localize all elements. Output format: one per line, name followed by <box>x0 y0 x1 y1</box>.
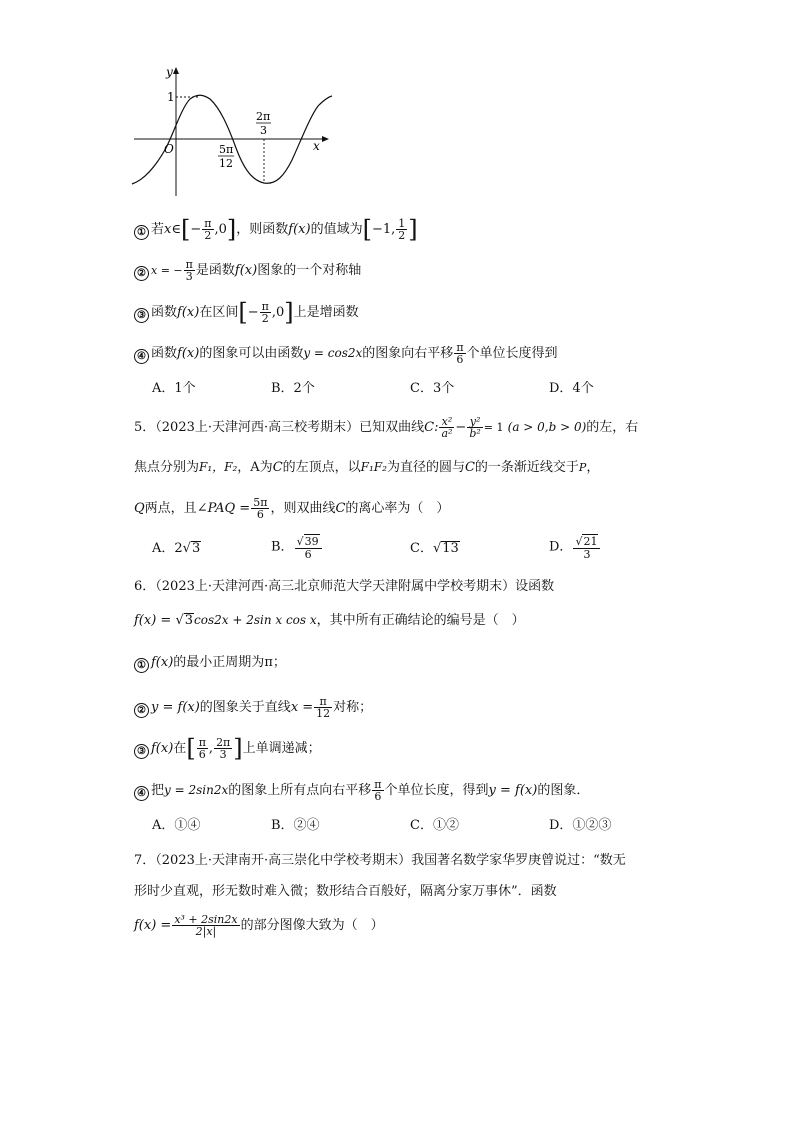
text: 把 <box>151 783 165 798</box>
fraction <box>372 779 383 802</box>
frac-num: x³ + 2sin2x <box>174 913 238 926</box>
tick-5pi-den: 12 <box>219 157 233 170</box>
q6-item2 <box>134 696 372 719</box>
bracket: [ <box>180 215 191 244</box>
math: f(x) <box>151 655 174 670</box>
text: 的一条渐近线交于 <box>474 460 579 475</box>
q4-item3 <box>134 298 359 327</box>
option-label: B． <box>271 539 294 555</box>
bracket: [ <box>238 298 248 327</box>
q4-option-d: D．4个 <box>549 381 594 396</box>
bracket: ] <box>284 298 294 327</box>
math: y = f(x) <box>151 700 200 715</box>
frac-num: 2π <box>216 736 231 749</box>
circle-num-2: ② <box>134 266 149 281</box>
text: 的值域为 <box>310 222 363 237</box>
circle-num-2: ② <box>134 703 149 718</box>
sine-curve <box>132 95 332 184</box>
x-axis-arrow <box>322 136 329 142</box>
math: − <box>455 420 467 435</box>
fraction <box>314 696 332 719</box>
y-one-label: 1 <box>167 90 175 104</box>
tick-2pi-num: 2π <box>256 110 271 123</box>
math: x = − <box>151 264 183 277</box>
option-label: D． <box>549 539 573 555</box>
q4-item4 <box>134 342 558 365</box>
math: y = cos2x <box>303 346 363 360</box>
q4-option-b: B．2个 <box>271 381 315 396</box>
text: 5．（2023上·天津河西·高三校考期末）已知双曲线 <box>134 420 425 435</box>
circle-num-1: ① <box>134 225 149 240</box>
fraction <box>454 342 465 365</box>
tick-5pi-num: 5π <box>219 143 234 156</box>
circle-num-4: ④ <box>134 786 149 801</box>
q4-item1 <box>134 215 418 244</box>
frac-num: π <box>204 217 212 230</box>
fraction <box>439 416 454 439</box>
frac-num: y² <box>467 416 482 428</box>
text: 的左，右 <box>586 420 639 435</box>
tick-2pi-den: 3 <box>260 124 267 137</box>
text: 的图象向右平移 <box>362 346 454 361</box>
bracket: ] <box>226 215 237 244</box>
frac-num: π <box>314 696 332 708</box>
fraction: $\frac{√21}{3}$ <box>573 534 600 560</box>
math: f(x) <box>234 263 258 278</box>
q6-item1 <box>134 654 286 673</box>
frac-den: 2|x| <box>195 925 217 938</box>
text: 对称； <box>333 700 373 715</box>
text: 图象的一个对称轴 <box>257 263 362 278</box>
math: −1, <box>371 222 396 237</box>
y-axis-arrow <box>173 67 179 74</box>
frac-den: 2 <box>398 229 406 242</box>
frac-den: 2 <box>204 229 212 242</box>
q6-option-b: B．②④ <box>271 818 320 833</box>
frac-num: 5π <box>253 496 268 509</box>
math: C <box>464 460 475 475</box>
q6-option-d: D．①②③ <box>549 818 612 833</box>
frac-num: π <box>198 736 206 749</box>
circle-num-4: ④ <box>134 349 149 364</box>
frac-den: 2 <box>261 312 269 325</box>
math: x = <box>290 700 314 715</box>
math: C: <box>424 420 439 435</box>
q6-line1: 6．（2023上·天津河西·高三北京师范大学天津附属中学校考期末）设函数 <box>134 579 555 594</box>
frac-num: x² <box>439 416 454 428</box>
text: 是函数 <box>195 263 235 278</box>
math: F₁F₂ <box>360 460 387 474</box>
circle-num-3: ③ <box>134 744 149 759</box>
q5-line3 <box>134 497 449 520</box>
text: 在区间 <box>199 305 239 320</box>
text: 的图象上所有点向右平移 <box>228 783 372 798</box>
math: π <box>264 655 273 670</box>
text: 在 <box>173 741 187 756</box>
bracket: ] <box>233 734 243 763</box>
q4-item2 <box>134 259 361 282</box>
text: 个单位长度，得到 <box>384 783 489 798</box>
fraction <box>260 301 271 324</box>
text: 的部分图像大致为（ ） <box>240 918 384 933</box>
axis-x-label: x <box>313 139 320 153</box>
q5-option-c: C．√13 <box>410 541 459 556</box>
text: 的图象关于直线 <box>199 700 291 715</box>
math: ∠PAQ = <box>196 501 251 516</box>
bracket: [ <box>186 734 196 763</box>
q6-option-c: C．①② <box>410 818 459 833</box>
q5-option-a: A．2√3 <box>152 541 201 556</box>
text: 两点，且 <box>144 501 197 516</box>
fraction <box>197 737 208 760</box>
math: F₁，F₂ <box>199 460 238 474</box>
math: Q <box>134 501 145 516</box>
q6-item4 <box>134 779 589 802</box>
math: = 1 <box>483 421 504 434</box>
frac-num: π <box>185 258 193 271</box>
bracket: ] <box>408 215 418 244</box>
frac-num: π <box>261 300 269 313</box>
math: ,0 <box>214 222 227 237</box>
radicand: 3 <box>184 613 194 628</box>
q5-line2 <box>134 458 599 477</box>
q5-option-b <box>271 534 323 560</box>
fraction <box>396 218 407 241</box>
text: ，则双曲线 <box>270 501 336 516</box>
fraction <box>214 737 232 760</box>
text: 个单位长度得到 <box>466 346 558 361</box>
text: ，其中所有正确结论的编号是（ ） <box>316 613 525 628</box>
text: 的最小正周期为 <box>173 655 265 670</box>
fraction <box>202 218 213 241</box>
text: 函数 <box>151 305 178 320</box>
text: 上单调递减； <box>242 741 321 756</box>
math: f(x) <box>288 222 311 237</box>
text: 为直径的圆与 <box>386 460 465 475</box>
axis-y-label: y <box>166 65 173 79</box>
frac-den: 3 <box>219 748 227 761</box>
q5-option-d <box>549 534 601 560</box>
radicand: 13 <box>442 541 459 556</box>
bracket: [ <box>362 215 372 244</box>
math: (a > 0,b > 0) <box>507 420 587 434</box>
frac-den: 6 <box>304 548 312 561</box>
q4-option-a: A．1个 <box>152 381 196 396</box>
math: C <box>272 460 283 475</box>
q6-item3 <box>134 734 321 763</box>
frac-den: a² <box>441 427 453 440</box>
math: f(x) = <box>134 613 172 628</box>
frac-den: 3 <box>185 270 193 283</box>
math: f(x) <box>177 346 200 361</box>
q7-line1: 7．（2023上·天津南开·高三崇化中学校考期末）我国著名数学家华罗庚曾说过：“数无 <box>134 853 626 868</box>
text: 的左顶点，以 <box>282 460 361 475</box>
frac-den: 6 <box>256 508 264 521</box>
text: 的离心率为（ ） <box>345 501 450 516</box>
math: − <box>190 222 202 237</box>
frac-num: π <box>456 341 464 354</box>
fraction <box>251 497 269 520</box>
math: cos2x + 2sin x cos x <box>194 613 317 627</box>
circle-num-1: ① <box>134 658 149 673</box>
fraction <box>172 914 239 937</box>
math: C <box>335 501 346 516</box>
option-label: C． <box>410 541 433 556</box>
radicand: 21 <box>583 535 598 548</box>
fraction <box>184 259 195 282</box>
frac-den: 12 <box>316 707 331 720</box>
math: 2 <box>174 541 183 556</box>
math: y = f(x) <box>488 783 538 798</box>
text: 的图象可以由函数 <box>199 346 304 361</box>
text: 函数 <box>151 346 178 361</box>
text: 若 <box>151 222 165 237</box>
math: P <box>578 461 587 474</box>
math: , <box>208 741 214 756</box>
option-label: A． <box>152 541 175 556</box>
frac-num: π <box>374 778 382 791</box>
frac-den: b² <box>469 427 481 440</box>
text: 的图象． <box>537 783 590 798</box>
q6-line2: f(x) = √3cos2x + 2sin x cos x，其中所有正确结论的编号是（ ） <box>134 613 525 628</box>
text: 焦点分别为 <box>134 460 200 475</box>
math: − <box>247 305 259 320</box>
fraction: $\frac{√39}{6}$ <box>295 534 322 560</box>
radicand: 39 <box>304 535 319 548</box>
math: x∈ <box>164 222 181 237</box>
circle-num-3: ③ <box>134 308 149 323</box>
math: y = 2sin2x <box>164 783 229 797</box>
text: ， <box>586 460 600 475</box>
origin-label: O <box>164 142 174 156</box>
frac-num: 1 <box>398 217 406 230</box>
text: ，则函数 <box>236 222 289 237</box>
q7-line3 <box>134 914 384 937</box>
q7-line2: 形时少直观，形无数时难入微；数形结合百般好，隔离分家万事休”．函数 <box>134 884 557 899</box>
q4-option-c: C．3个 <box>410 381 455 396</box>
text: 上是增函数 <box>293 305 359 320</box>
math: f(x) = <box>134 918 172 933</box>
text: ； <box>272 655 286 670</box>
q6-option-a: A．①④ <box>152 818 201 833</box>
sine-graph <box>130 62 340 197</box>
frac-den: 6 <box>198 748 206 761</box>
frac-den: 3 <box>583 548 591 561</box>
math: f(x) <box>151 741 174 756</box>
frac-den: 6 <box>456 353 464 366</box>
fraction <box>467 416 482 439</box>
frac-den: 6 <box>374 790 382 803</box>
q5-line1 <box>134 416 638 439</box>
math: f(x) <box>177 305 200 320</box>
text: ，A为 <box>237 460 273 475</box>
radicand: 3 <box>191 541 201 556</box>
math: ,0 <box>271 305 285 320</box>
